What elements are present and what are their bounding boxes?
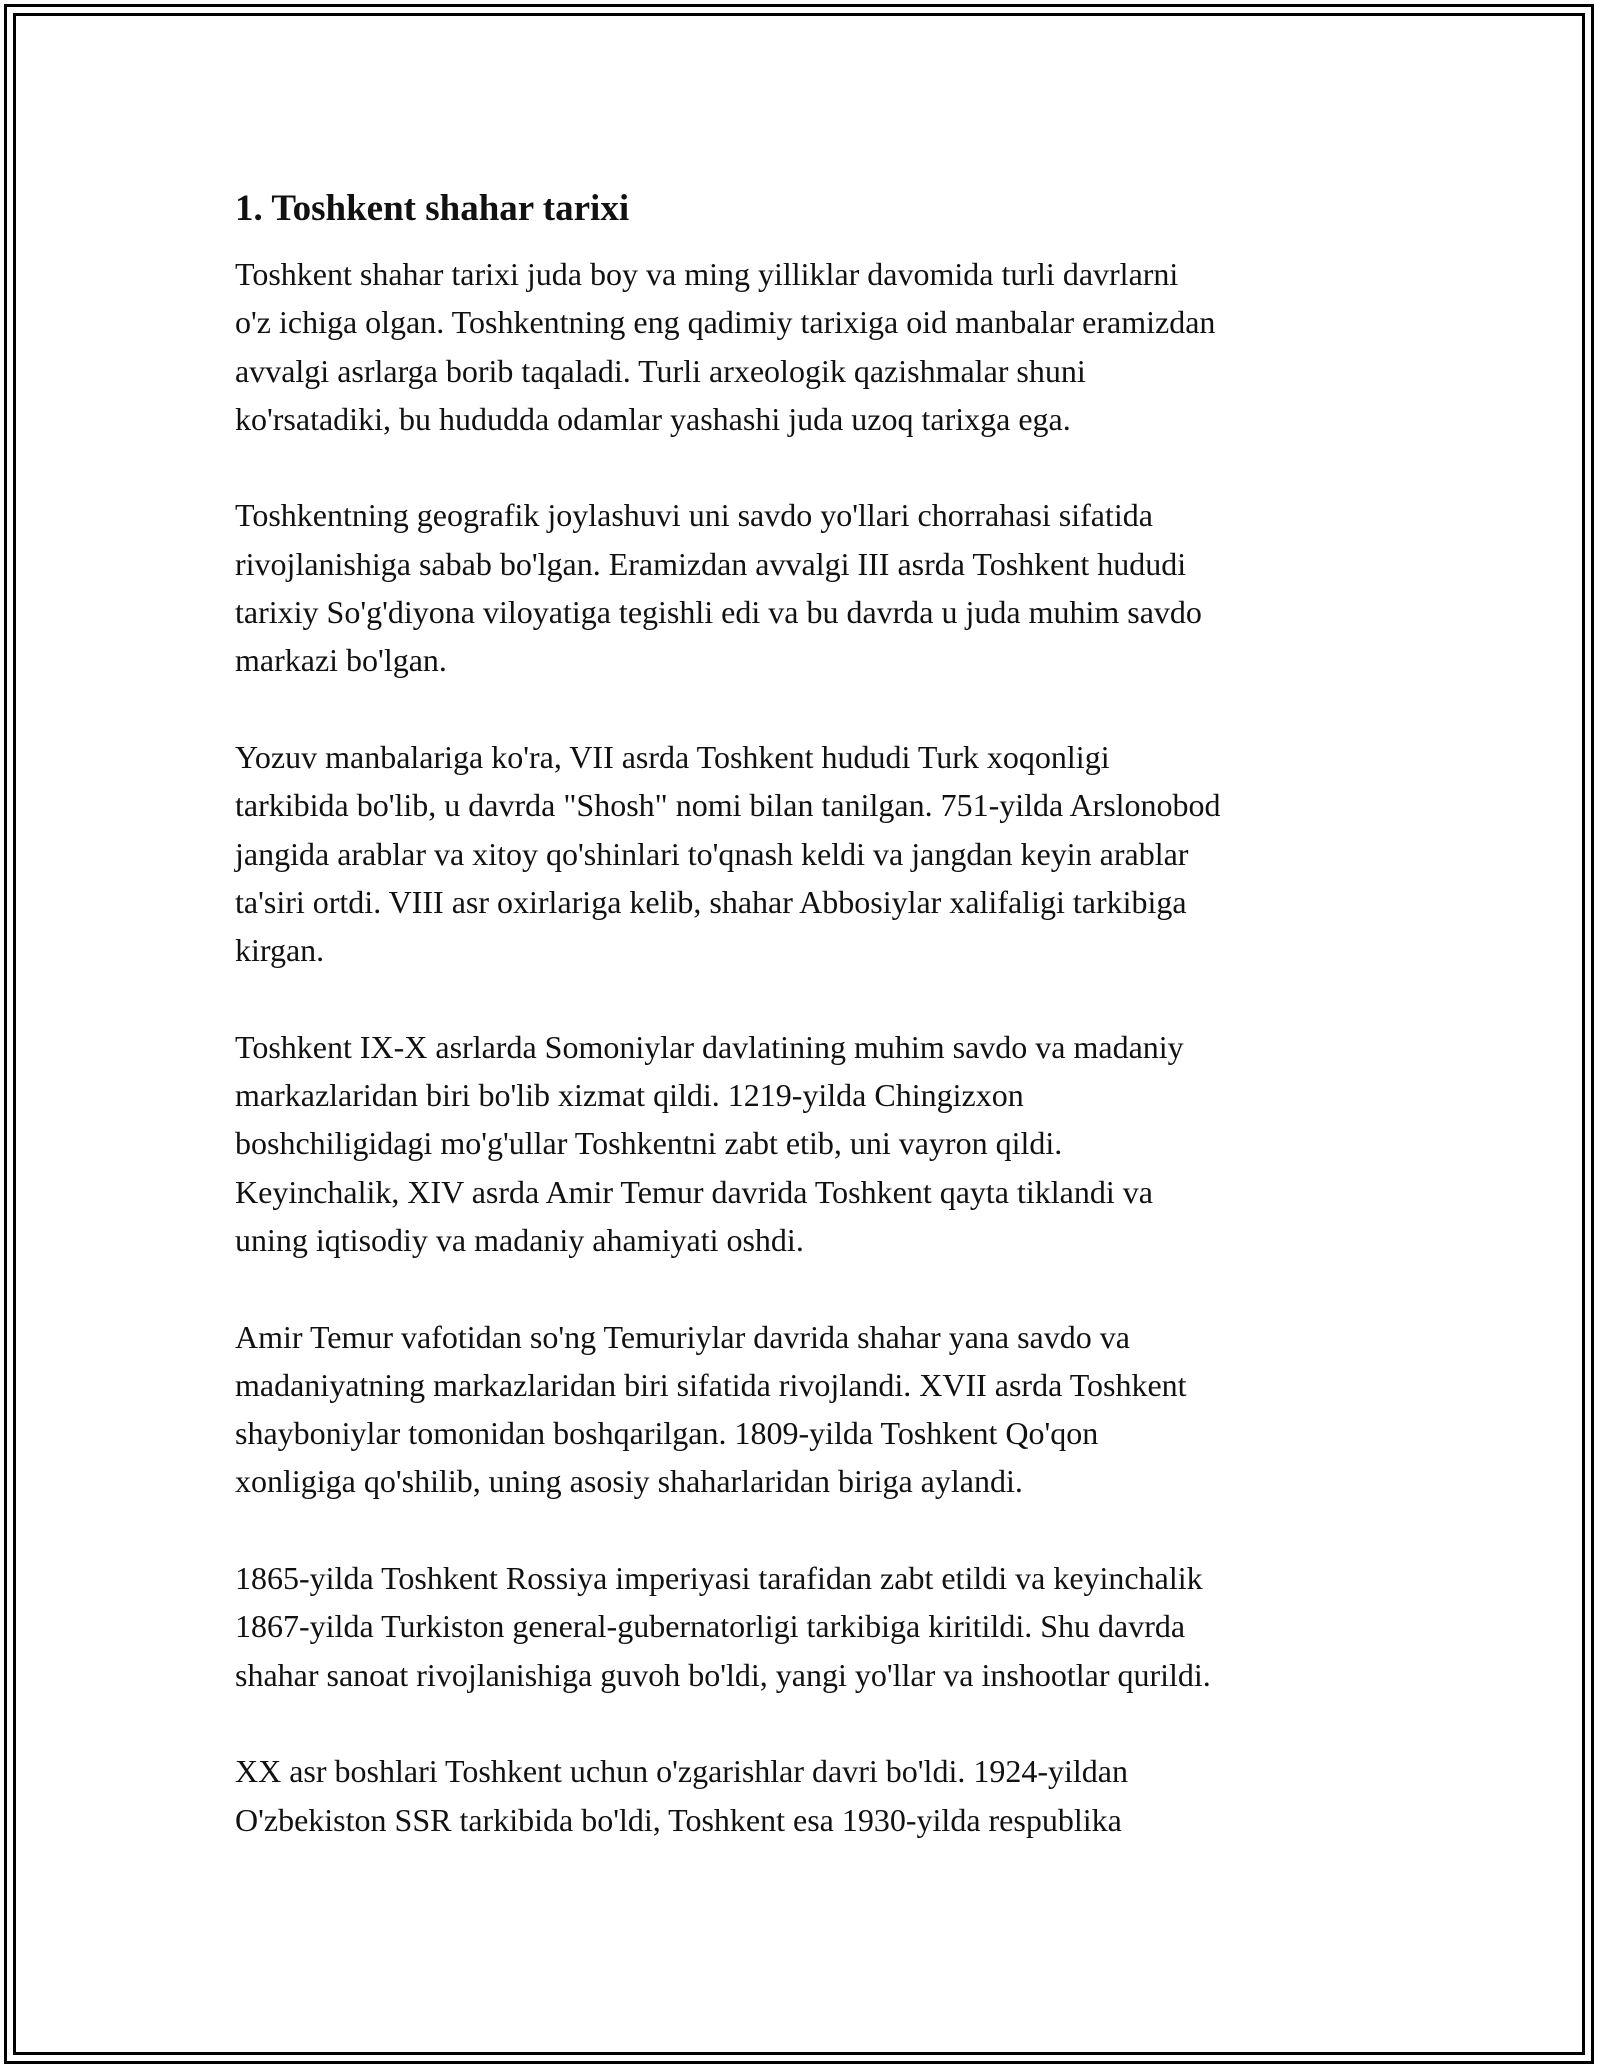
paragraph-line: uning iqtisodiy va madaniy ahamiyati oshdi. [235, 1221, 804, 1258]
paragraph-line: O'zbekiston SSR tarkibida bo'ldi, Toshkent esa 1930-yilda respublika [235, 1801, 1122, 1838]
paragraph-1 [235, 250, 1365, 443]
paragraph-line: ta'siri ortdi. VIII asr oxirlariga kelib, shahar Abbosiylar xalifaligi tarkibiga [235, 883, 1187, 920]
paragraph-line: rivojlanishiga sabab bo'lgan. Eramizdan avvalgi III asrda Toshkent hududi [235, 545, 1187, 582]
paragraph-line: o'z ichiga olgan. Toshkentning eng qadimiy tarixiga oid manbalar eramizdan [235, 304, 1216, 341]
paragraph-line: 1867-yilda Turkiston general-gubernatorligi tarkibiga kiritildi. Shu davrda [235, 1608, 1186, 1645]
paragraph-5 [235, 1313, 1365, 1506]
section-heading: 1. Toshkent shahar tarixi [235, 188, 630, 229]
paragraph-line: XX asr boshlari Toshkent uchun o'zgarishlar davri bo'ldi. 1924-yildan [235, 1753, 1128, 1790]
paragraph-line: Toshkentning geografik joylashuvi uni savdo yo'llari chorrahasi sifatida [235, 497, 1153, 534]
paragraph-line: Toshkent shahar tarixi juda boy va ming yilliklar davomida turli davrlarni [235, 256, 1179, 292]
document-body [235, 185, 1365, 1892]
paragraph-line: markazlaridan biri bo'lib xizmat qildi. 1219-yilda Chingizxon [235, 1077, 1024, 1114]
paragraph-line: markazi bo'lgan. [235, 642, 447, 679]
paragraph-3 [235, 733, 1365, 974]
paragraph-line: 1865-yilda Toshkent Rossiya imperiyasi tarafidan zabt etildi va keyinchalik [235, 1560, 1203, 1597]
paragraph-line: madaniyatning markazlaridan biri sifatida rivojlandi. XVII asrda Toshkent [235, 1366, 1187, 1403]
paragraph-line: shahar sanoat rivojlanishiga guvoh bo'ldi, yangi yo'llar va inshootlar qurildi. [235, 1656, 1211, 1693]
paragraph-line: jangida arablar va xitoy qo'shinlari to'qnash keldi va jangdan keyin arablar [235, 835, 1189, 872]
paragraph-line: shayboniylar tomonidan boshqarilgan. 1809-yilda Toshkent Qo'qon [235, 1415, 1099, 1452]
paragraph-line: boshchiligidagi mo'g'ullar Toshkentni zabt etib, uni vayron qildi. [235, 1125, 1063, 1162]
paragraph-line: Toshkent IX-X asrlarda Somoniylar davlatining muhim savdo va madaniy [235, 1028, 1184, 1065]
paragraph-line: ko'rsatadiki, bu hududda odamlar yashashi juda uzoq tarixga ega. [235, 400, 1071, 437]
paragraph-line: Yozuv manbalariga ko'ra, VII asrda Toshkent hududi Turk xoqonligi [235, 738, 1110, 775]
paragraph-line: Keyinchalik, XIV asrda Amir Temur davrida Toshkent qayta tiklandi va [235, 1173, 1153, 1210]
paragraph-line: tarkibida bo'lib, u davrda "Shosh" nomi bilan tanilgan. 751-yilda Arslonobod [235, 787, 1221, 824]
paragraph-4 [235, 1023, 1365, 1264]
paragraph-line: avvalgi asrlarga borib taqaladi. Turli arxeologik qazishmalar shuni [235, 352, 1086, 389]
paragraph-2 [235, 491, 1365, 684]
paragraph-line: kirgan. [235, 932, 325, 969]
paragraph-line: Amir Temur vafotidan so'ng Temuriylar davrida shahar yana savdo va [235, 1318, 1130, 1355]
paragraph-line: tarixiy So'g'diyona viloyatiga tegishli edi va bu davrda u juda muhim savdo [235, 594, 1202, 631]
paragraph-line: xonligiga qo'shilib, uning asosiy shaharlaridan biriga aylandi. [235, 1463, 1023, 1500]
paragraph-7 [235, 1747, 1365, 1844]
paragraph-6 [235, 1554, 1365, 1699]
